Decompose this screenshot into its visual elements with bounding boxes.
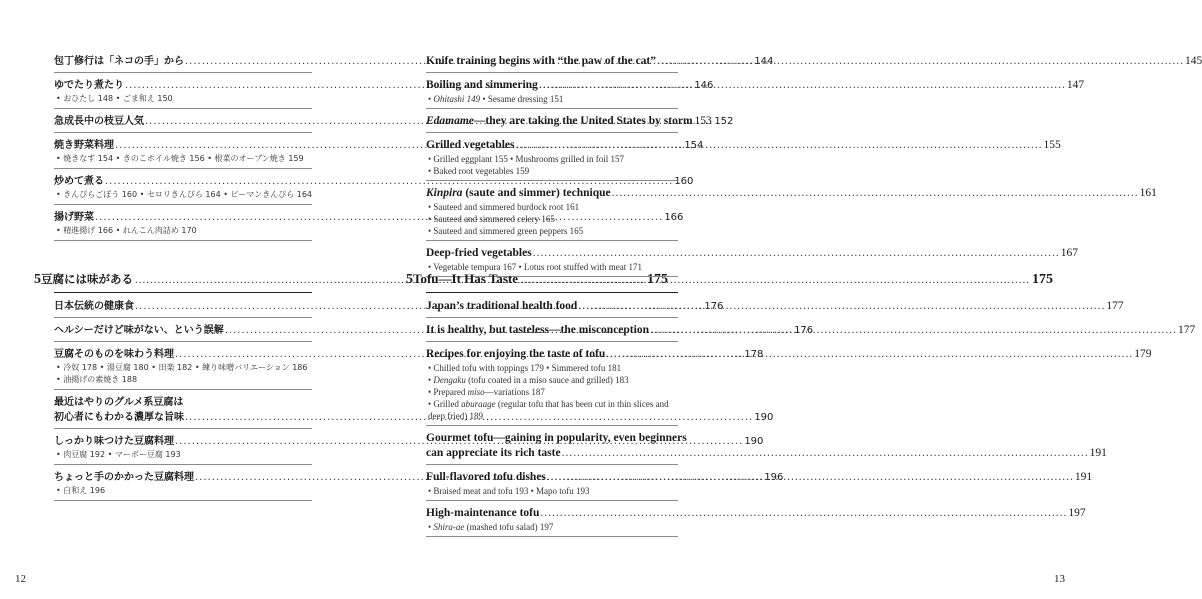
page-number-left: 12 [15, 573, 26, 585]
entry-title: Kinpira (saute and simmer) technique [426, 187, 611, 199]
entry-title: 急成長中の枝豆人気 [54, 116, 144, 127]
chapter-number: 5 [34, 272, 41, 287]
entry-page: 177 [1106, 300, 1124, 312]
entry-page: 190 [744, 436, 764, 447]
entry-page: 176 [704, 301, 724, 312]
entry-title: can appreciate its rich taste [426, 447, 561, 459]
chapter-page: 175 [1032, 272, 1053, 287]
entry-page: 191 [1074, 471, 1093, 483]
entry-page: 191 [1089, 447, 1107, 459]
entry-page: 145 [1185, 55, 1202, 67]
entry-title: Knife training begins with “the paw of the cat” [426, 55, 656, 67]
entry-title: ゆでたり煮たり [54, 80, 124, 91]
entry-title: 初心者にもわかる濃厚な旨味 [54, 412, 184, 423]
entry-page: 167 [1060, 247, 1078, 259]
toc-entry[interactable] [426, 186, 1157, 241]
toc-entry[interactable] [54, 395, 774, 429]
entry-title: Deep-fried vegetables [426, 247, 532, 259]
entry-subitems: • Braised meat and tofu 193 • Mapo tofu 193 [428, 486, 590, 496]
chapter-number: 5 [406, 272, 413, 287]
entry-title: Edamame—they are taking the United States by storm [426, 115, 693, 127]
entry-title-line1: Gourmet tofu—gaining in popularity, even beginners [426, 432, 687, 444]
entry-subitems: • Grilled eggplant 155 • Mushrooms grilled in foil 157 • Baked root vegetables 159 [428, 154, 625, 176]
entry-page: 160 [674, 176, 694, 187]
entry-subitems: • きんぴらごぼう 160 • セロリきんぴら 164 • ピーマンきんぴら 164 [56, 190, 313, 199]
toc-entry[interactable] [426, 506, 1086, 537]
entry-subitems: • Shira-ae (mashed tofu salad) 197 [428, 522, 554, 532]
entry-subitems: • 肉豆腐 192 • マーボー豆腐 193 [56, 450, 181, 459]
entry-title: 揚げ野菜 [54, 212, 94, 223]
entry-subitems: • 焼きなす 154 • きのこホイル焼き 156 • 根菜のオーブン焼き 159 [56, 154, 304, 163]
entry-title: 焼き野菜料理 [54, 140, 114, 151]
entry-title: Grilled vegetables [426, 139, 515, 151]
entry-subitems: • Sauteed and simmered burdock root 161 • Sauteed and simmered celery 165 • Sauteed and simmered green peppers 165 [428, 202, 584, 236]
entry-title-line1: 最近はやりのグルメ系豆腐は [54, 397, 184, 408]
page-number-right: 13 [1054, 573, 1065, 585]
entry-title: High-maintenance tofu [426, 507, 540, 519]
toc-entry[interactable] [426, 114, 712, 133]
entry-subitems: • Vegetable tempura 167 • Lotus root stuffed with meat 171 [428, 262, 642, 272]
chapter-title: Tofu—It Has Taste [413, 271, 518, 286]
entry-page: 153 [694, 115, 712, 127]
entry-subitems: • 白和え 196 [56, 486, 106, 495]
entry-page: 144 [754, 56, 774, 67]
entry-page: 190 [754, 412, 774, 423]
entry-title: Recipes for enjoying the taste of tofu [426, 348, 606, 360]
entry-page: 147 [1066, 79, 1085, 91]
entry-title: 豆腐そのものを味わう料理 [54, 349, 174, 360]
entry-title: 包丁修行は「ネコの手」から [54, 56, 184, 67]
entry-page: 146 [694, 80, 714, 91]
entry-title: ヘルシーだけど味がない、という誤解 [54, 325, 224, 336]
entry-page: 196 [764, 472, 784, 483]
entry-title: しっかり味つけた豆腐料理 [54, 436, 174, 447]
entry-page: 176 [794, 325, 814, 336]
chapter-page: 175 [647, 272, 668, 287]
entry-page: 152 [714, 116, 734, 127]
entry-subitems: • おひたし 148 • ごま和え 150 [56, 94, 173, 103]
entry-page: 161 [1139, 187, 1157, 199]
entry-subitems: • Chilled tofu with toppings 179 • Simmered tofu 181 • Dengaku (tofu coated in a miso sauce and grilled) 183 • Prepared miso—variations 187 • Grilled aburaage (regular tofu that has been cut in thin slices and deep fried) 189 [428, 363, 669, 421]
chapter-heading[interactable] [406, 271, 1053, 293]
entry-page: 154 [684, 140, 704, 151]
entry-title: It is healthy, but tasteless—the misconception [426, 324, 649, 336]
entry-title: 日本伝統の健康食 [54, 301, 134, 312]
entry-page: 197 [1068, 507, 1086, 519]
chapter-title: 豆腐には味がある [41, 272, 133, 286]
entry-subitems: • 冷奴 178 • 湯豆腐 180 • 田楽 182 • 練り味噌バリエーション 186 • 油揚げの素焼き 188 [56, 363, 308, 384]
entry-title: 炒めて煮る [54, 176, 104, 187]
entry-title: Japan’s traditional health food [426, 300, 578, 312]
entry-page: 177 [1177, 324, 1196, 336]
entry-page: 179 [1134, 348, 1152, 360]
entry-title: ちょっと手のかかった豆腐料理 [54, 472, 194, 483]
entry-title: Boiling and simmering [426, 79, 538, 91]
entry-page: 178 [744, 349, 764, 360]
entry-subitems: • 精進揚げ 166 • れんこん肉詰め 170 [56, 226, 197, 235]
entry-page: 155 [1043, 139, 1061, 151]
entry-subitems: • Ohitashi 149 • Sesame dressing 151 [428, 94, 564, 104]
entry-page: 166 [664, 212, 684, 223]
entry-title: Full-flavored tofu dishes [426, 471, 546, 483]
